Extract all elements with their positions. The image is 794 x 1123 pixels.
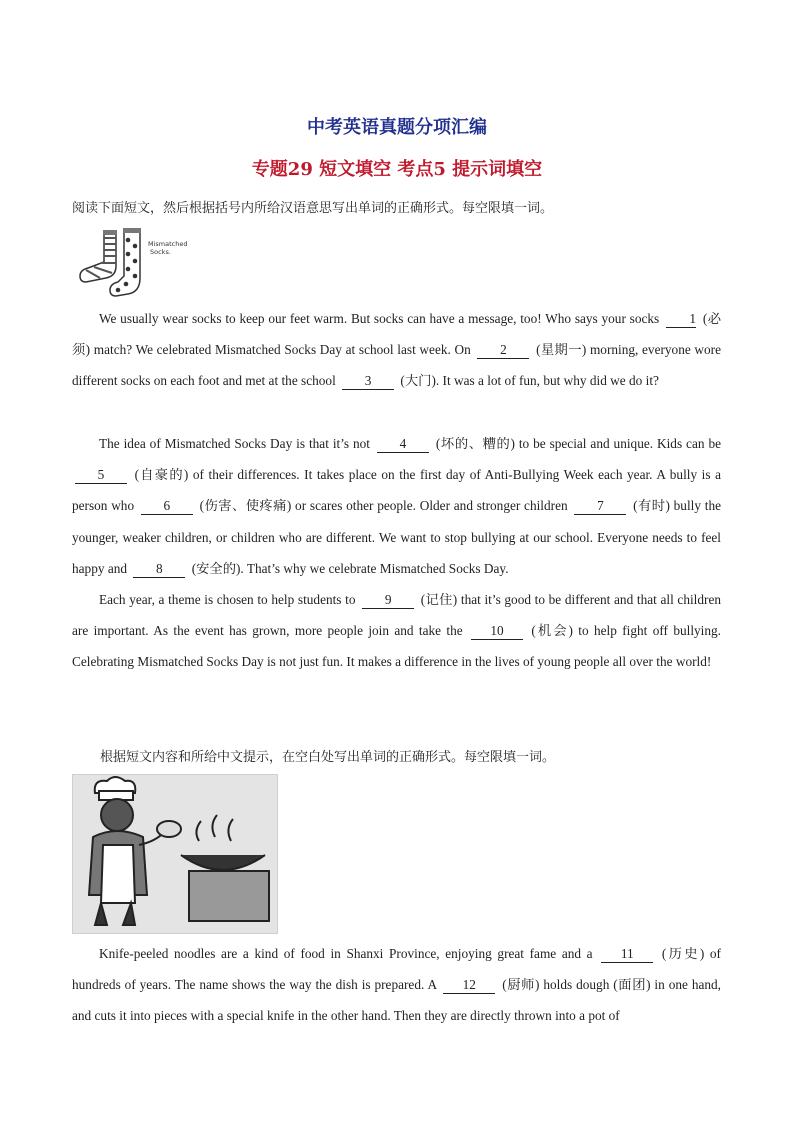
page-subtitle: 专题29 短文填空 考点5 提示词填空	[251, 159, 543, 180]
text-segment: (自豪的) of their differences. It takes place on the first day of Anti-Bullying Week each year. A bully is a person who	[72, 467, 722, 514]
passage1-paragraph1	[72, 303, 721, 397]
text-segment: (厨师) holds dough (面团) in one hand, and cuts it into pieces with a special knife in the other hand. Then they are directly thrown into a pot of	[72, 977, 721, 1024]
blank-5[interactable]: 5	[75, 467, 127, 484]
blank-8[interactable]: 8	[133, 561, 185, 578]
text-segment: (星期一) morning, everyone wore different socks on each foot and met at the school	[72, 342, 722, 389]
text-segment: (大门). It was a lot of fun, but why did we do it?	[400, 373, 659, 389]
text-segment: (安全的). That’s why we celebrate Mismatched Socks Day.	[191, 560, 509, 576]
text-segment: (有时) bully the younger, weaker children, or children who are different. We want to stop bullying at our school. Everyone needs to feel happy and	[72, 498, 721, 576]
chef-cooking-illustration	[72, 774, 278, 934]
blank-1[interactable]: 1	[666, 311, 696, 328]
section2-instruction: 根据短文内容和所给中文提示，在空白处写出单词的正确形式。每空限填一词。	[100, 750, 556, 765]
section1-instruction: 阅读下面短文，然后根据括号内所给汉语意思写出单词的正确形式。每空限填一词。	[72, 201, 554, 216]
blank-6[interactable]: 6	[141, 498, 193, 515]
socks-caption-line2: Socks.	[150, 248, 171, 256]
blank-7[interactable]: 7	[574, 498, 626, 515]
text-segment: (记住) that it’s good to be different and that all children are important. As the event has grown, more people join and take the	[72, 592, 721, 639]
text-segment: We usually wear socks to keep our feet warm. But socks can have a message, too! Who says your socks	[99, 311, 660, 326]
passage1-paragraph3	[72, 584, 721, 678]
striped-sock-icon	[80, 230, 117, 282]
page-title: 中考英语真题分项汇编	[307, 117, 487, 138]
blank-10[interactable]: 10	[471, 623, 523, 640]
passage1-paragraph2	[72, 428, 721, 584]
blank-12[interactable]: 12	[443, 977, 495, 994]
passage2-paragraph1	[72, 938, 721, 1032]
socks-caption-line1: Mismatched	[148, 240, 188, 248]
text-segment: Each year, a theme is chosen to help students to	[99, 592, 356, 607]
blank-3[interactable]: 3	[342, 373, 394, 390]
text-segment: (历史) of hundreds of years. The name shows the way the dish is prepared. A	[72, 946, 721, 993]
blank-9[interactable]: 9	[362, 592, 414, 609]
text-segment: The idea of Mismatched Socks Day is that it’s not	[99, 436, 371, 451]
text-segment: (机会) to help fight off bullying. Celebrating Mismatched Socks Day is not just fun. It makes a difference in the lives of young people all over the world!	[72, 623, 721, 670]
blank-11[interactable]: 11	[601, 946, 653, 963]
mismatched-socks-illustration	[76, 226, 200, 298]
blank-4[interactable]: 4	[377, 436, 429, 453]
blank-2[interactable]: 2	[477, 342, 529, 359]
text-segment: (必须) match? We celebrated Mismatched Socks Day at school last week. On	[72, 311, 722, 358]
text-segment: Knife-peeled noodles are a kind of food in Shanxi Province, enjoying great fame and a	[99, 946, 593, 961]
text-segment: (坏的、糟的) to be special and unique. Kids can be	[435, 436, 721, 451]
text-segment: (伤害、使疼痛) or scares other people. Older and stronger children	[199, 498, 568, 514]
